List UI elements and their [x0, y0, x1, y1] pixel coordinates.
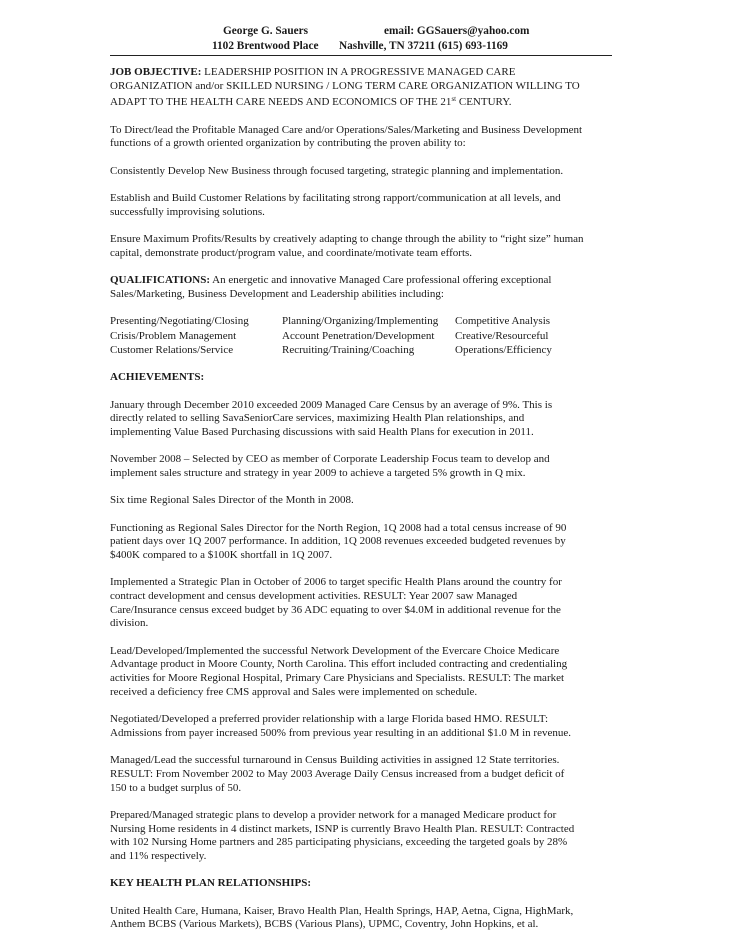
achievement-item [110, 713, 630, 740]
qualification-item: Account Penetration/Development [282, 329, 435, 342]
qualifications-text: An energetic and innovative Managed Care professional offering exceptional [210, 274, 552, 286]
qualifications-line [110, 274, 630, 288]
objective-line: ORGANIZATION and/or SKILLED NURSING / LONG TERM CARE ORGANIZATION WILLING TO [110, 79, 580, 92]
achievement-item-line: Lead/Developed/Implemented the successful Network Development of the Evercare Choice Medicare [110, 644, 560, 657]
achievement-item-line: Advantage product in Moore County, North Carolina. This effort included contracting and credentialing [110, 658, 568, 671]
achievement-item-line: Implemented a Strategic Plan in October of 2006 to target specific Health Plans around the country for [110, 576, 562, 589]
relationships-line: Anthem BCBS (Various Markets), BCBS (Various Plans), UPMC, Coventry, John Hopkins, et al. [110, 918, 539, 931]
qualification-item: Planning/Organizing/Implementing [282, 315, 439, 327]
achievement-item [110, 576, 630, 631]
achievement-item [110, 399, 630, 440]
achievement-item-line: January through December 2010 exceeded 2009 Managed Care Census by an average of 9%. This is [110, 398, 553, 411]
objective-paragraph [110, 233, 630, 260]
achievement-item [110, 494, 630, 508]
superscript: st [451, 95, 457, 104]
qualifications-grid [110, 315, 630, 358]
qualifications-intro [110, 274, 630, 301]
achievement-item-line: implement sales structure and strategy in year 2009 to achieve a targeted 5% growth in Q mix. [110, 467, 526, 479]
relationships-line: United Health Care, Humana, Kaiser, Bravo Health Plan, Health Springs, HAP, Aetna, Cigna, HighMark, [110, 904, 574, 917]
email-address: email: GGSauers@yahoo.com [384, 25, 530, 37]
objective-label: JOB OBJECTIVE: [110, 66, 202, 78]
qualification-item: Competitive Analysis [455, 315, 551, 327]
resume-body [110, 66, 630, 946]
qualification-item: Presenting/Negotiating/Closing [110, 315, 249, 327]
header-divider [110, 55, 612, 56]
achievement-item-line: RESULT: From November 2002 to May 2003 Average Daily Census increased from a budget deficit of [110, 767, 565, 780]
objective-text: CENTURY. [456, 96, 512, 109]
qualification-item: Creative/Resourceful [455, 329, 549, 342]
achievement-item-line: patient days over 1Q 2007 performance. In addition, 1Q 2008 revenues exceeded budgeted revenues by [110, 535, 566, 548]
achievement-item-line: November 2008 – Selected by CEO as member of Corporate Leadership Focus team to develop and [110, 453, 550, 466]
achievement-item-line: Managed/Lead the successful turnaround in Census Building activities in assigned 12 State territories. [110, 754, 560, 767]
city-phone: Nashville, TN 37211 (615) 693-1169 [339, 40, 508, 52]
achievement-item-line: Functioning as Regional Sales Director for the North Region, 1Q 2008 had a total census increase of 90 [110, 521, 567, 534]
achievement-item-line: with 102 Nursing Home partners and 285 participating physicians, exceeding the targeted goals by 28% [110, 836, 568, 849]
objective-paragraph-line: functions of a growth oriented organization by contributing the proven ability to: [110, 137, 466, 150]
objective-paragraphs [110, 124, 630, 261]
achievements-heading: ACHIEVEMENTS: [110, 371, 205, 384]
objective-line [110, 93, 630, 110]
achievement-item-line: $400K compared to a $100K shortfall in 1Q 2007. [110, 549, 333, 561]
header-line-1 [0, 24, 734, 39]
achievement-item-line: received a deficiency free CMS approval and Sales were implemented on schedule. [110, 685, 478, 698]
achievement-item-line: Six time Regional Sales Director of the Month in 2008. [110, 494, 354, 507]
objective-text: LEADERSHIP POSITION IN A PROGRESSIVE MANAGED CARE [201, 66, 516, 78]
relationships-heading: KEY HEALTH PLAN RELATIONSHIPS: [110, 877, 311, 890]
achievement-item-line: contract development and census development activities. RESULT: Year 2007 saw Managed [110, 590, 518, 602]
objective-paragraph [110, 124, 630, 151]
objective-paragraph-line: To Direct/lead the Profitable Managed Care and/or Operations/Sales/Marketing and Business Development [110, 123, 583, 136]
job-objective [110, 66, 630, 110]
achievement-item-line: directly related to selling SavaSeniorCare services, maximizing Health Plan relationships, and [110, 412, 525, 425]
achievement-item-line: division. [110, 617, 149, 630]
achievement-item-line: Admissions from payer increased 500% from previous year resulting in an additional $1.0 M in revenue. [110, 726, 571, 739]
header-line-2 [0, 39, 734, 54]
qualifications-line: Sales/Marketing, Business Development and Leadership abilities including: [110, 287, 444, 300]
qualifications-label: QUALIFICATIONS: [110, 274, 211, 286]
qualification-item: Customer Relations/Service [110, 344, 234, 356]
relationships-list [110, 905, 630, 932]
objective-paragraph-line: Ensure Maximum Profits/Results by creatively adapting to change through the ability to “right size” human [110, 233, 584, 245]
applicant-name: George G. Sauers [223, 25, 309, 37]
objective-paragraph [110, 192, 630, 219]
qualification-item: Operations/Efficiency [455, 344, 552, 356]
objective-paragraph-line: successfully improvising solutions. [110, 205, 265, 218]
achievement-item-line: and 11% respectively. [110, 849, 207, 862]
achievement-item-line: implementing Value Based Purchasing discussions with said Health Plans for execution in 2011. [110, 426, 534, 438]
achievement-item-line: Care/Insurance census exceed budget by 36 ADC equating to over $4.0M in additional revenue for the [110, 603, 561, 616]
achievements-list [110, 399, 630, 864]
contact-header [0, 24, 734, 54]
street-address: 1102 Brentwood Place [212, 40, 319, 52]
objective-text: ADAPT TO THE HEALTH CARE NEEDS AND ECONOMICS OF THE 21 [110, 96, 452, 109]
achievement-item-line: Negotiated/Developed a preferred provider relationship with a large Florida based HMO. RESULT: [110, 713, 549, 726]
qualification-item: Recruiting/Training/Coaching [282, 344, 415, 356]
achievement-item [110, 522, 630, 563]
achievement-item [110, 754, 630, 795]
qualification-item: Crisis/Problem Management [110, 329, 237, 342]
objective-paragraph-line: Consistently Develop New Business through focused targeting, strategic planning and implementation. [110, 164, 564, 177]
achievement-item-line: 150 to a budget surplus of 50. [110, 781, 242, 794]
achievement-item-line: Nursing Home residents in 4 distinct markets, ISNP is currently Bravo Health Plan. RESULT: Contracted [110, 822, 575, 835]
objective-paragraph-line: Establish and Build Customer Relations by facilitating strong rapport/communication at all levels, and [110, 192, 561, 204]
achievement-item-line: activities for Moore Regional Hospital, Primary Care Physicians and Specialists. RESULT: The market [110, 672, 565, 685]
objective-paragraph-line: capital, demonstrate product/program value, and coordinate/motivate team efforts. [110, 246, 473, 259]
achievement-item [110, 453, 630, 480]
achievement-item [110, 645, 630, 700]
achievement-item [110, 809, 630, 864]
objective-paragraph [110, 165, 630, 179]
achievement-item-line: Prepared/Managed strategic plans to develop a provider network for a managed Medicare product for [110, 808, 557, 821]
objective-line [110, 66, 630, 80]
